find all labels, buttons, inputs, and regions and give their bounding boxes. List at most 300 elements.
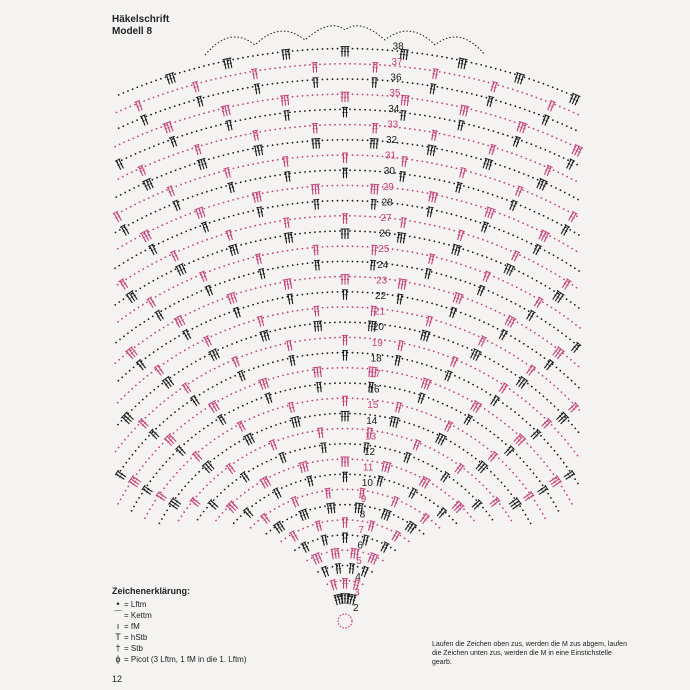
chain-stitch: [461, 153, 463, 155]
stitch-group: [456, 120, 464, 131]
chain-stitch: [168, 289, 170, 291]
chain-stitch: [429, 131, 431, 133]
chain-stitch: [470, 366, 472, 368]
chain-stitch: [359, 124, 361, 126]
chain-stitch: [149, 163, 151, 165]
chain-stitch: [372, 538, 374, 540]
chain-stitch: [198, 67, 200, 69]
chain-stitch: [540, 354, 542, 356]
chain-stitch: [409, 344, 411, 346]
chain-stitch: [260, 397, 262, 399]
chain-stitch: [253, 523, 255, 525]
chain-stitch: [553, 501, 555, 503]
stitch-group: [394, 402, 402, 413]
chain-stitch: [508, 184, 510, 186]
chain-stitch: [155, 80, 157, 82]
chain-stitch: [147, 513, 149, 515]
chain-stitch: [146, 215, 148, 217]
chain-stitch: [213, 157, 215, 159]
chain-stitch: [265, 348, 267, 350]
chain-stitch: [407, 297, 409, 299]
chain-stitch: [131, 409, 133, 411]
chain-stitch: [228, 264, 230, 266]
chain-stitch: [339, 443, 341, 445]
chain-stitch: [133, 187, 135, 189]
chain-stitch: [267, 84, 269, 86]
chain-stitch: [531, 193, 533, 195]
chain-stitch: [476, 302, 478, 304]
chain-stitch: [192, 196, 194, 198]
chain-stitch: [120, 110, 122, 112]
chain-stitch: [377, 201, 379, 203]
chain-stitch: [122, 466, 124, 468]
chain-stitch: [436, 257, 438, 259]
chain-stitch: [261, 430, 263, 432]
chain-stitch: [157, 95, 159, 97]
chain-stitch: [147, 375, 149, 377]
chain-stitch: [417, 83, 419, 85]
chain-stitch: [475, 478, 477, 480]
chain-stitch: [416, 160, 418, 162]
chain-stitch: [242, 88, 244, 90]
chain-stitch: [423, 348, 425, 350]
chain-stitch: [210, 442, 212, 444]
chain-stitch: [518, 171, 520, 173]
chain-stitch: [473, 78, 475, 80]
chain-stitch: [117, 248, 119, 250]
chain-stitch: [262, 54, 264, 56]
chain-stitch: [479, 461, 481, 463]
chain-stitch: [563, 157, 565, 159]
chain-stitch: [186, 133, 188, 135]
chain-stitch: [344, 382, 346, 384]
chain-stitch: [536, 351, 538, 353]
chain-stitch: [192, 417, 194, 419]
chain-stitch: [119, 229, 121, 231]
chain-stitch: [431, 303, 433, 305]
chain-stitch: [309, 216, 311, 218]
chain-stitch: [222, 92, 224, 94]
chain-stitch: [141, 85, 143, 87]
chain-stitch: [544, 357, 546, 359]
chain-stitch: [431, 162, 433, 164]
chain-stitch: [152, 179, 154, 181]
chain-stitch: [117, 402, 119, 404]
chain-stitch: [297, 310, 299, 312]
chain-stitch: [168, 205, 170, 207]
chain-stitch: [344, 580, 346, 582]
chain-stitch: [200, 515, 202, 517]
legend-item: [112, 654, 247, 665]
chain-stitch: [124, 439, 126, 441]
chain-stitch: [329, 109, 331, 111]
chain-stitch: [240, 181, 242, 183]
chain-stitch: [165, 173, 167, 175]
chain-stitch: [332, 520, 334, 522]
chain-stitch: [436, 320, 438, 322]
chain-stitch: [200, 411, 202, 413]
chain-stitch: [213, 63, 215, 65]
chain-stitch: [307, 431, 309, 433]
chain-stitch: [354, 443, 356, 445]
stitch-group: [427, 192, 438, 204]
chain-stitch: [525, 400, 527, 402]
chain-stitch: [508, 426, 510, 428]
stitch-group: [240, 471, 251, 483]
chain-stitch: [195, 361, 197, 363]
chain-stitch: [536, 316, 538, 318]
row-number: 30: [383, 166, 395, 178]
chain-stitch: [225, 138, 227, 140]
chain-stitch: [183, 465, 185, 467]
chain-stitch: [121, 211, 123, 213]
chain-stitch: [307, 79, 309, 81]
chain-stitch: [349, 215, 351, 217]
chain-stitch: [198, 451, 200, 453]
chain-stitch: [451, 198, 453, 200]
chain-stitch: [289, 66, 291, 68]
chain-stitch: [456, 59, 458, 61]
chain-stitch: [574, 478, 576, 480]
chain-stitch: [387, 401, 389, 403]
chain-stitch: [500, 262, 502, 264]
chain-stitch: [469, 332, 471, 334]
chain-stitch: [316, 491, 318, 493]
chain-stitch: [252, 210, 254, 212]
chain-stitch: [352, 397, 354, 399]
chain-stitch: [327, 307, 329, 309]
stitch-group: [370, 199, 377, 209]
chain-stitch: [211, 142, 213, 144]
chain-stitch: [169, 305, 171, 307]
stitch-group: [341, 92, 350, 102]
chain-stitch: [114, 362, 116, 364]
chain-stitch: [482, 507, 484, 509]
chain-stitch: [154, 332, 156, 334]
chain-stitch: [334, 322, 336, 324]
chain-stitch: [516, 476, 518, 478]
chain-stitch: [536, 97, 538, 99]
chain-stitch: [122, 356, 124, 358]
chain-stitch: [421, 300, 423, 302]
chain-stitch: [354, 215, 356, 217]
chain-stitch: [362, 307, 364, 309]
chain-stitch: [117, 503, 119, 505]
chain-stitch: [337, 78, 339, 80]
chain-stitch: [457, 343, 459, 345]
chain-stitch: [153, 97, 155, 99]
chain-stitch: [419, 68, 421, 70]
chain-stitch: [297, 95, 299, 97]
stitch-group: [205, 285, 214, 297]
chain-stitch: [182, 151, 184, 153]
chain-stitch: [481, 255, 483, 257]
chain-stitch: [566, 176, 568, 178]
chain-stitch: [555, 187, 557, 189]
stitch-group: [439, 471, 450, 483]
chain-stitch: [382, 494, 384, 496]
chain-stitch: [444, 72, 446, 74]
chain-stitch: [574, 451, 576, 453]
stitch-group: [182, 329, 192, 341]
chain-stitch: [159, 469, 161, 471]
chain-stitch: [177, 152, 179, 154]
chain-stitch: [299, 386, 301, 388]
chain-stitch: [467, 298, 469, 300]
chain-stitch: [269, 476, 271, 478]
row-number: 9: [360, 493, 367, 505]
chain-stitch: [399, 388, 401, 390]
chain-stitch: [423, 514, 425, 516]
chain-stitch: [231, 428, 233, 430]
chain-stitch: [118, 380, 120, 382]
chain-stitch: [566, 262, 568, 264]
chain-stitch: [359, 63, 361, 65]
chain-stitch: [196, 377, 198, 379]
chain-stitch: [409, 67, 411, 69]
chain-stitch: [119, 144, 121, 146]
chain-stitch: [574, 267, 576, 269]
chain-stitch: [510, 371, 512, 373]
chain-stitch: [419, 237, 421, 239]
chain-stitch: [149, 147, 151, 149]
chain-stitch: [352, 48, 354, 50]
chain-stitch: [284, 390, 286, 392]
chain-stitch: [553, 169, 555, 171]
chain-stitch: [447, 457, 449, 459]
chain-stitch: [212, 253, 214, 255]
stitch-group: [228, 244, 239, 256]
chain-stitch: [216, 141, 218, 143]
chain-stitch: [228, 200, 230, 202]
chain-stitch: [352, 245, 354, 247]
chain-stitch: [557, 388, 559, 390]
chain-stitch: [337, 291, 339, 293]
chain-stitch: [544, 149, 546, 151]
chain-stitch: [387, 294, 389, 296]
chain-stitch: [572, 284, 574, 286]
chain-stitch: [488, 129, 490, 131]
chain-stitch: [352, 367, 354, 369]
chain-stitch: [473, 520, 475, 522]
chain-stitch: [387, 495, 389, 497]
row-number: 8: [359, 509, 366, 521]
chain-stitch: [207, 255, 209, 257]
chain-stitch: [232, 482, 234, 484]
chain-stitch: [403, 485, 405, 487]
stitch-group: [548, 475, 561, 488]
chain-stitch: [215, 284, 217, 286]
chain-stitch: [277, 298, 279, 300]
chain-stitch: [461, 361, 463, 363]
chain-stitch: [332, 93, 334, 95]
chain-stitch: [489, 358, 491, 360]
chain-stitch: [550, 201, 552, 203]
stitch-group: [525, 310, 535, 322]
chain-stitch: [199, 394, 201, 396]
chain-stitch: [493, 361, 495, 363]
chain-stitch: [552, 473, 554, 475]
chain-stitch: [500, 420, 502, 422]
chain-stitch: [426, 146, 428, 148]
chain-stitch: [516, 432, 518, 434]
chain-stitch: [379, 64, 381, 66]
chain-stitch: [505, 264, 507, 266]
chain-stitch: [371, 571, 373, 573]
chain-stitch: [332, 367, 334, 369]
chain-stitch: [502, 507, 504, 509]
chain-stitch: [534, 211, 536, 213]
chain-stitch: [134, 238, 136, 240]
chain-stitch: [512, 450, 514, 452]
chain-stitch: [485, 176, 487, 178]
chain-stitch: [153, 145, 155, 147]
chain-stitch: [170, 271, 172, 273]
chain-stitch: [479, 442, 481, 444]
chain-stitch: [449, 476, 451, 478]
chain-stitch: [216, 251, 218, 253]
legend-item: [112, 643, 247, 654]
chain-stitch: [312, 155, 314, 157]
chain-stitch: [502, 86, 504, 88]
chain-stitch: [357, 78, 359, 80]
chain-stitch: [529, 294, 531, 296]
chain-stitch: [362, 459, 364, 461]
chain-stitch: [549, 288, 551, 290]
chain-stitch: [195, 474, 197, 476]
chain-stitch: [242, 405, 244, 407]
chain-stitch: [304, 385, 306, 387]
chain-stitch: [456, 215, 458, 217]
chain-stitch: [406, 375, 408, 377]
chain-stitch: [553, 327, 555, 329]
chain-stitch: [500, 117, 502, 119]
chain-stitch: [369, 506, 371, 508]
chain-stitch: [458, 393, 460, 395]
chain-stitch: [409, 236, 411, 238]
chain-stitch: [213, 499, 215, 501]
chain-stitch: [539, 480, 541, 482]
chain-stitch: [379, 125, 381, 127]
chain-stitch: [364, 475, 366, 477]
chain-stitch: [321, 398, 323, 400]
chain-stitch: [312, 49, 314, 51]
legend-label: = Stb: [124, 644, 143, 653]
stitch-group: [448, 307, 457, 318]
chain-stitch: [352, 261, 354, 263]
chain-stitch: [322, 48, 324, 50]
chain-stitch: [411, 360, 413, 362]
chain-stitch: [438, 242, 440, 244]
chain-stitch: [575, 180, 577, 182]
chain-stitch: [270, 346, 272, 348]
chain-stitch: [307, 262, 309, 264]
chain-stitch: [382, 95, 384, 97]
stitch-group: [450, 244, 461, 256]
chain-stitch: [456, 168, 458, 170]
chain-stitch: [235, 230, 237, 232]
chain-stitch: [282, 312, 284, 314]
chain-stitch: [465, 217, 467, 219]
chain-stitch: [475, 63, 477, 65]
chain-stitch: [493, 496, 495, 498]
chain-stitch: [417, 299, 419, 301]
chain-stitch: [188, 101, 190, 103]
chain-stitch: [247, 149, 249, 151]
chain-stitch: [397, 249, 399, 251]
chain-stitch: [475, 220, 477, 222]
chain-stitch: [558, 431, 560, 433]
chain-stitch: [423, 533, 425, 535]
chain-stitch: [413, 424, 415, 426]
stitch-group: [371, 245, 378, 255]
chain-stitch: [139, 381, 141, 383]
chain-stitch: [445, 371, 447, 373]
chain-stitch: [299, 233, 301, 235]
chain-stitch: [302, 141, 304, 143]
chain-stitch: [451, 261, 453, 263]
chain-stitch: [217, 455, 219, 457]
chain-stitch: [251, 401, 253, 403]
chain-stitch: [230, 446, 232, 448]
chain-stitch: [416, 252, 418, 254]
chain-stitch: [326, 398, 328, 400]
chain-stitch: [161, 383, 163, 385]
chain-stitch: [221, 471, 223, 473]
stitch-group: [252, 192, 263, 204]
chain-stitch: [302, 355, 304, 357]
chain-stitch: [204, 272, 206, 274]
chain-stitch: [121, 245, 123, 247]
chain-stitch: [499, 503, 501, 505]
chain-stitch: [547, 442, 549, 444]
chain-stitch: [170, 414, 172, 416]
chain-stitch: [231, 393, 233, 395]
chain-stitch: [133, 367, 135, 369]
chain-stitch: [292, 466, 294, 468]
chain-stitch: [237, 58, 239, 60]
chain-stitch: [233, 409, 235, 411]
chain-stitch: [127, 259, 129, 261]
stitch-group: [480, 222, 489, 233]
chain-stitch: [188, 347, 190, 349]
chain-stitch: [136, 254, 138, 256]
chain-stitch: [384, 125, 386, 127]
chain-stitch: [503, 231, 505, 233]
chain-stitch: [468, 124, 470, 126]
chain-stitch: [555, 273, 557, 275]
chain-stitch: [324, 383, 326, 385]
chain-stitch: [144, 517, 146, 519]
chain-stitch: [244, 118, 246, 120]
chain-stitch: [337, 200, 339, 202]
chain-stitch: [468, 187, 470, 189]
chain-stitch: [359, 322, 361, 324]
chain-stitch: [133, 309, 135, 311]
row-number: 10: [361, 478, 373, 490]
chain-stitch: [444, 227, 446, 229]
chain-stitch: [419, 476, 421, 478]
chain-stitch: [382, 431, 384, 433]
chain-stitch: [357, 93, 359, 95]
chain-stitch: [374, 231, 376, 233]
chain-stitch: [357, 398, 359, 400]
chain-stitch: [178, 520, 180, 522]
chain-stitch: [475, 499, 477, 501]
chain-stitch: [540, 282, 542, 284]
stitch-group: [222, 58, 233, 70]
chain-stitch: [399, 535, 401, 537]
